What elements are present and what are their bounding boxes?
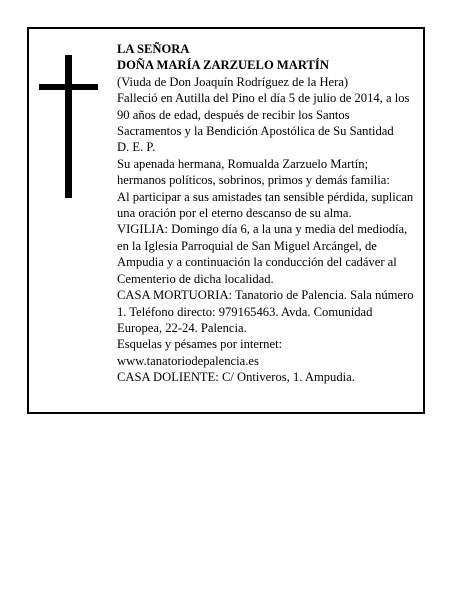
family-line: Su apenada hermana, Romualda Zarzuelo Martín; hermanos políticos, sobrinos, primos y demás familia: [117, 156, 390, 188]
death-details: Falleció en Autilla del Pino el día 5 de julio de 2014, a los 90 años de edad, después de recibir los Santos Sacramentos y la Bendición Apostólica de Su Santidad [117, 91, 410, 139]
cross-vertical-bar [65, 55, 72, 198]
deceased-name: DOÑA MARÍA ZARZUELO MARTÍN [117, 58, 329, 73]
prayer-request: Al participar a sus amistades tan sensible pérdida, suplican una oración por el eterno descanso de su alma. [117, 189, 414, 221]
vigil-info: VIGILIA: Domingo día 6, a la una y media del mediodía, en la Iglesia Parroquial de San Miguel Arcángel, de Ampudia y a continuación la conducción del cadáver al Cementerio de dicha localidad. [117, 222, 408, 286]
cross-horizontal-bar [39, 84, 98, 90]
widow-of-line: (Viuda de Don Joaquín Rodríguez de la Hera) [117, 74, 349, 89]
condolences-label: Esquelas y pésames por internet: [117, 337, 283, 352]
notice-body [117, 41, 417, 386]
funeral-home-info: CASA MORTUORIA: Tanatorio de Palencia. Sala número 1. Teléfono directo: 979165463. Avda. Comunidad Europea, 22-24. Palencia. [117, 288, 414, 335]
obituary-notice [27, 27, 425, 414]
rip-line: D. E. P. [117, 140, 156, 155]
mourning-house-info: CASA DOLIENTE: C/ Ontiveros, 1. Ampudia. [117, 370, 355, 385]
notice-title: LA SEÑORA [117, 42, 190, 56]
condolences-url: www.tanatoriodepalencia.es [117, 353, 259, 368]
